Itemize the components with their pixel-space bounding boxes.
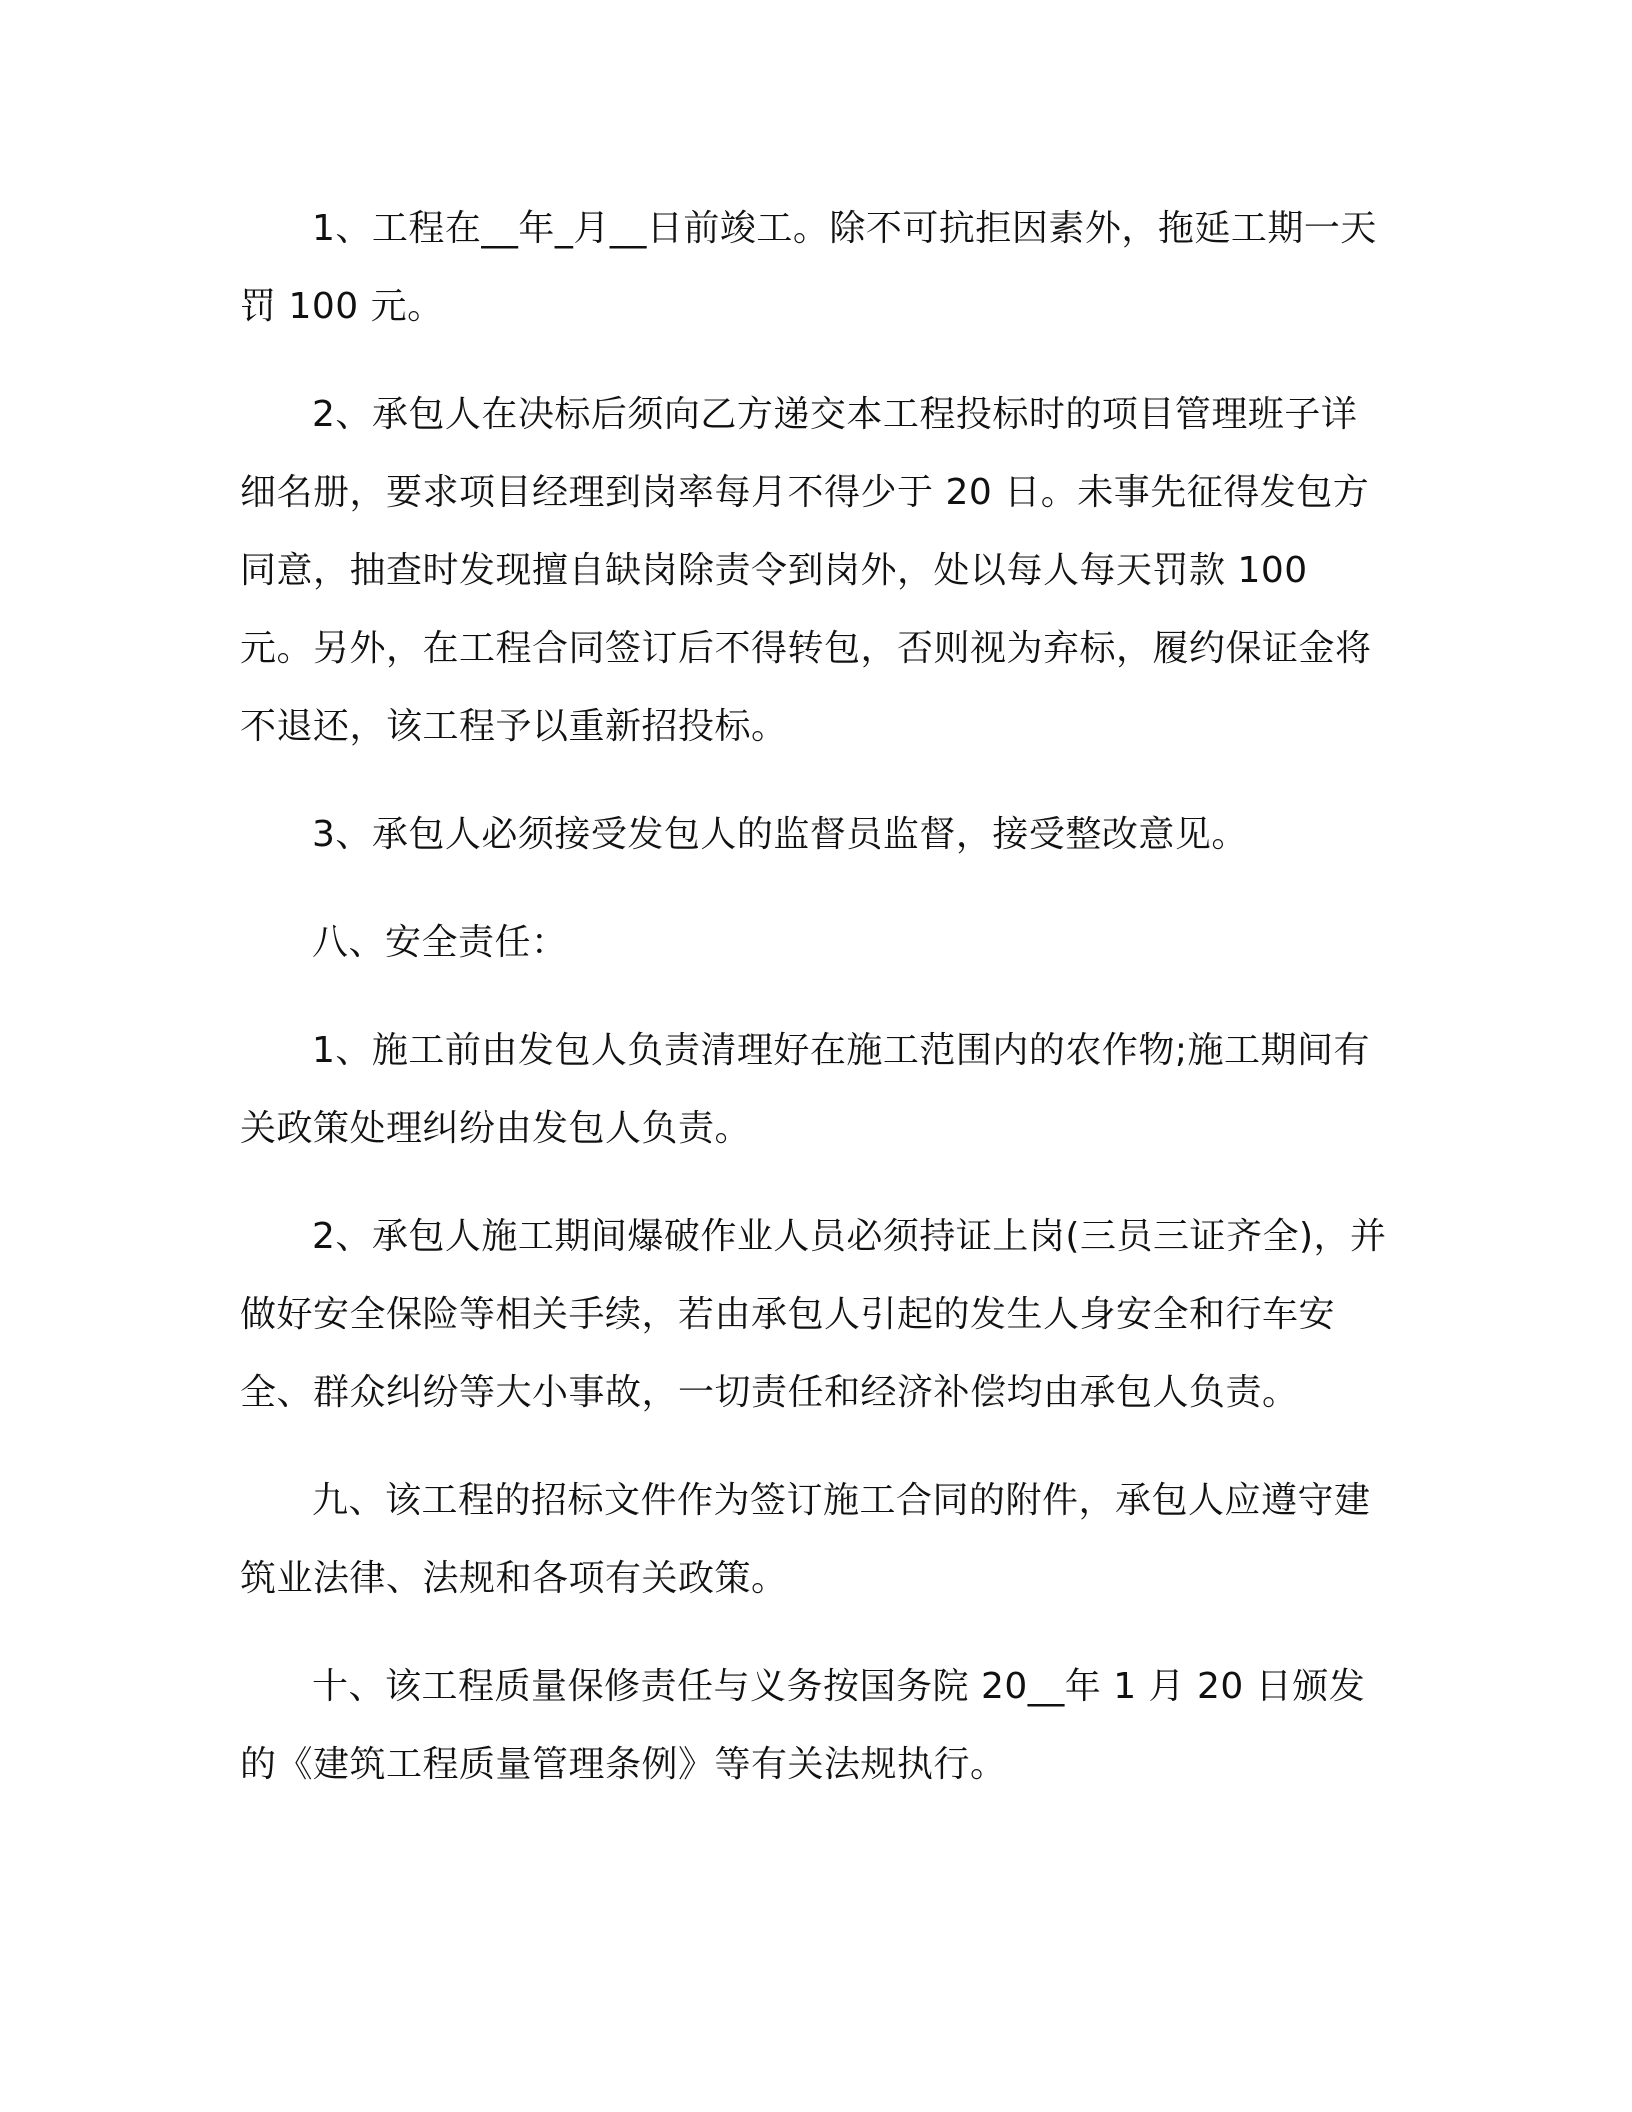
document-body xyxy=(240,190,1390,1834)
paragraph-safety-crops: 1、施工前由发包人负责清理好在施工范围内的农作物;施工期间有关政策处理纠纷由发包人负责。 xyxy=(240,1030,1371,1149)
section-heading-safety: 八、安全责任： xyxy=(312,922,568,963)
paragraph-project-team: 2、承包人在决标后须向乙方递交本工程投标时的项目管理班子详细名册，要求项目经理到岗率每月不得少于 20 日。未事先征得发包方同意，抽查时发现擅自缺岗除责令到岗外，处以每人每天罚款 100 元。另外，在工程合同签订后不得转包，否则视为弃标，履约保证金将不退还，该工程予以重新招投标。 xyxy=(240,394,1372,747)
paragraph-safety-blasting: 2、承包人施工期间爆破作业人员必须持证上岗(三员三证齐全)，并做好安全保险等相关手续，若由承包人引起的发生人身安全和行车安全、群众纠纷等大小事故，一切责任和经济补偿均由承包人负责。 xyxy=(240,1216,1387,1413)
paragraph-supervision: 3、承包人必须接受发包人的监督员监督，接受整改意见。 xyxy=(312,814,1248,855)
paragraph-tender-documents: 九、该工程的招标文件作为签订施工合同的附件，承包人应遵守建筑业法律、法规和各项有关政策。 xyxy=(240,1480,1371,1599)
paragraph-completion-deadline: 1、工程在__年_月__日前竣工。除不可抗拒因素外，拖延工期一天罚 100 元。 xyxy=(240,208,1377,327)
paragraph-warranty: 十、该工程质量保修责任与义务按国务院 20__年 1 月 20 日颁发的《建筑工程质量管理条例》等有关法规执行。 xyxy=(240,1666,1366,1785)
